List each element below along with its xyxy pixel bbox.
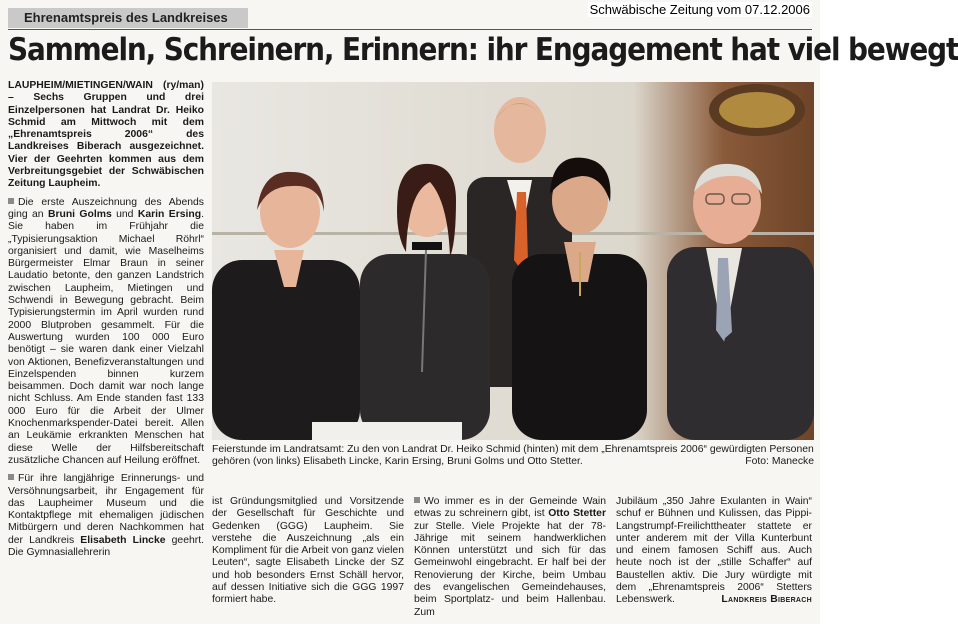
caption-text: Feierstunde im Landratsamt: Zu den von Landrat Dr. Heiko Schmid (hinten) mit dem „Ehrenamtspreis 2006“ gewürdigten Personen gehören (von links) Elisabeth Lincke, Karin Ersing, Bruni Golms und Otto Stetter. bbox=[212, 444, 814, 468]
column-1 bbox=[8, 80, 204, 565]
photo-illustration bbox=[212, 82, 814, 440]
rubric-rule bbox=[8, 29, 812, 30]
paragraph-golms-ersing bbox=[8, 197, 204, 468]
lead-paragraph: LAUPHEIM/MIETINGEN/WAIN (ry/man) – Sechs Gruppen und drei Einzelpersonen hat Landrat Dr. Heiko Schmid am Mittwoch mit dem „Ehrenamtspreis 2006“ des Landkreises Biberach ausgezeichnet. Vier der Geehrten kommen aus dem Verbreitungsgebiet der Schwäbischen Zeitung Laupheim. bbox=[8, 80, 204, 190]
text-run: Die erste Auszeichnung des Abends ging an bbox=[8, 196, 204, 220]
bullet-square-icon bbox=[8, 198, 14, 204]
bullet-square-icon bbox=[414, 497, 420, 503]
author-signature: Landkreis Biberach bbox=[721, 594, 812, 606]
text-run: Jubiläum „350 Jahre Exulanten in Wain“ schuf er Bühnen und Kulissen, das Pippi-Langstrumpf-Freilichttheater stattete er unter anderem mit der Villa Kunterbunt und einem famosen Schiff aus. Auch heute noch ist der „stille Schaffer“ auf Baustellen aktiv. Die Jury würdigte mit dem „Ehrenamtspreis 2006“ Stetters Lebenswerk. bbox=[616, 496, 812, 606]
bullet-square-icon bbox=[8, 474, 14, 480]
paragraph-lincke-continued: ist Gründungsmitglied und Vorsitzende der Gesellschaft für Geschichte und Gedenken (GGG) Laupheim. Sie verstehe die Auszeichnung „als ein Kompliment für die Arbeit von ganz vielen Leuten“, sagte Elisabeth Lincke der SZ und hob besonders Ernst Schäll hervor, auf dessen Initiative sich die GGG 1997 formiert habe. bbox=[212, 496, 404, 606]
text-run: Wo immer es in der Gemeinde Wain etwas zu schreinern gibt, ist bbox=[414, 496, 606, 520]
name-elisabeth-lincke: Elisabeth Lincke bbox=[80, 534, 166, 546]
source-note: Schwäbische Zeitung vom 07.12.2006 bbox=[589, 2, 810, 17]
name-bruni-golms: Bruni Golms bbox=[47, 208, 112, 220]
column-3 bbox=[414, 496, 606, 625]
text-run: . Sie haben im Frühjahr die „Typisierungsaktion Michael Röhrl“ organisiert und damit, wie Maselheims Bürgermeister Elmar Braun in seiner Laudatio betonte, den ganzen Landstrich zwischen Laupheim, Mietingen und Schwendi in Bewegung gebracht. Beim Typisierungstermin im April wurden rund 2000 Blutproben gesammelt. Für die Auswertung wurden 100 000 Euro benötigt – sie waren dank einer Vielzahl von Aktionen, Benefizveranstaltungen und Einzelspenden binnen kurzem beisammen. Doch damit war noch lange nicht Schluss. Am Ende standen fast 133 000 Euro für die Arbeit der Ulmer Knochenmarkspender-Datei bereit. Allen an Leukämie erkrankten Menschen hat diese Welle der Hilfsbereitschaft zusätzliche Chancen auf Heilung eröffnet. bbox=[8, 208, 204, 466]
text-run: Für ihre langjährige Erinnerungs- und Versöhnungsarbeit, ihr Engagement für das Laupheimer Museum und die Kontaktpflege mit ehemaligen jüdischen Mitbürgern und deren Nachkommen hat der Landkreis bbox=[8, 473, 204, 546]
column-2 bbox=[212, 496, 404, 613]
photo-caption bbox=[212, 444, 814, 469]
text-run: zur Stelle. Viele Projekte hat der 78-Jährige mit seinem handwerklichen Können unterstützt und sich für das Gemeinwohl eingebracht. Er half bei der Renovierung der Kirche, beim Umbau des evangelischen Gemeindehauses, beim Sportplatz- und beim Hallenbau. Zum bbox=[414, 520, 606, 618]
column-4 bbox=[616, 496, 812, 613]
headline: Sammeln, Schreinern, Erinnern: ihr Engagement hat viel bewegt bbox=[8, 32, 958, 68]
name-karin-ersing: Karin Ersing bbox=[137, 208, 202, 220]
text-run: und bbox=[111, 208, 138, 220]
section-rubric: Ehrenamtspreis des Landkreises bbox=[8, 8, 248, 28]
name-otto-stetter: Otto Stetter bbox=[548, 508, 606, 520]
paragraph-stetter-continued bbox=[616, 496, 812, 607]
group-photo bbox=[212, 82, 814, 440]
text-run: geehrt. Die Gymnasiallehrerin bbox=[8, 534, 204, 558]
paragraph-stetter bbox=[414, 496, 606, 619]
paragraph-lincke bbox=[8, 473, 204, 559]
photo-credit: Foto: Manecke bbox=[745, 456, 814, 468]
